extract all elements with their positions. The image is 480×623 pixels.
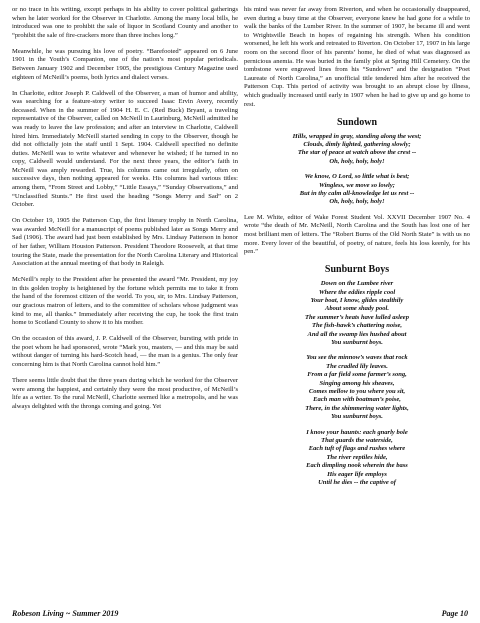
article-paragraph: On October 19, 1905 the Patterson Cup, the first literary trophy in North Carolina, was awarded McNeill for a manuscript of poems published later as Songs Merry and Sad (1906). The award had just been established by Mrs. Lindsay Patterson in honor of her father, William Houston Patterson. President Theodore Roosevelt, at that time touring the State, made the presentation for the North Carolina Literary and Historical Association at the annual meeting of that body in Raleigh. bbox=[12, 217, 238, 268]
poem-line: Where the eddies ripple cool bbox=[318, 288, 396, 296]
poem-line: Oh, holy, holy, holy! bbox=[329, 157, 385, 165]
right-column bbox=[244, 6, 470, 494]
article-paragraph: his mind was never far away from Riverton, and when he occasionally disappeared, even during a busy time at the Observer, everyone knew he had gone for a while to walk the banks of the Lumber River. In the summer of 1907, he became ill and went to Wrightsville Beach in hopes of regaining his strength. When his condition worsened, he left his work and retreated to Riverton. On October 17, 1907 in his large room on the second floor of his parents’ home, he died of what was diagnosed as pernicious anemia. He was buried in the family plot at Spring Hill Cemetery. On the tombstone were engraved lines from his “Sundown” and the designation “Poet Laureate of North Carolina,” an unofficial title tendered him after he received the Patterson Cup. This period of activity was brought to an abrupt close by illness, which gradually increased until early in 1907 when he had to give up and go home to rest. bbox=[244, 6, 470, 108]
article-paragraph: On the occasion of this award, J. P. Caldwell of the Observer, bursting with pride in the poet whom he had sponsored, wrote “Mark you, masters, — and this may be said without danger of turning his hard-Scotch head, — the man is a genius. The only fear concerning him is that North Carolina cannot hold him.” bbox=[12, 335, 238, 368]
poem-line: Each dimpling nook wherein the bass bbox=[306, 462, 408, 470]
poem-stanza bbox=[244, 280, 470, 347]
article-paragraph: or no trace in his writing, except perhaps in his ability to cover political gatherings when he later worked for the Observer in Charlotte. Among the many local bills, he introduced was one to prohibit the sale of liquor in Scotland County and another to “prohibit the sale of fire-crackers more than three inches long.” bbox=[12, 6, 238, 39]
poem-line: The river reptiles hide, bbox=[326, 453, 388, 461]
left-column bbox=[12, 6, 238, 419]
poem-line: Your boat, I know, glides stealthily bbox=[310, 296, 404, 304]
poem-line: Hills, wrapped in gray, standing along the west; bbox=[292, 132, 422, 140]
poem-line: Until he dies -- the captive of bbox=[318, 479, 396, 487]
poem-line: Wingless, we move so lowly; bbox=[319, 181, 395, 189]
poem-line: But in thy calm all-knowledge let us rest -- bbox=[299, 189, 415, 197]
poem-stanza bbox=[244, 354, 470, 421]
poem-line: You sunburnt boys. bbox=[331, 413, 383, 421]
article-paragraph: McNeill’s reply to the President after he presented the award “Mr. President, my joy in this golden trophy is heightened by the fortune which permits me to take it from the hand of the foremost citizen of the world. To you, sir, to Mrs. Lindsay Patterson, our gracious matron of letters, and to the committee of scholars whose judgment was kind to me, all thanks.” Immediately after receiving the cup, he took the first train home to Scotland County to show it to his mother. bbox=[12, 276, 238, 327]
poem-stanza bbox=[244, 429, 470, 488]
poem-line: I know your haunts: each gnarly bole bbox=[306, 428, 408, 436]
poem-line: We know, O Lord, so little what is best; bbox=[304, 173, 410, 181]
poem-line: Comes mellow to you where you sit, bbox=[308, 388, 406, 395]
poem-line: The star of peace at watch above the crest -- bbox=[297, 149, 417, 157]
poem-line: The fish-hawk’s chattering noise, bbox=[311, 322, 403, 330]
poem-stanza bbox=[244, 133, 470, 167]
poem-line: Oh, holy, holy, holy! bbox=[329, 198, 385, 206]
page-number: Page 10 bbox=[441, 609, 468, 618]
poem-line: You sunburnt boys. bbox=[331, 338, 383, 346]
poem-line: His eager life employs bbox=[327, 470, 387, 478]
poem-line: Down on the Lumbee river bbox=[320, 280, 394, 288]
poem-title-sunburnt-boys: Sunburnt Boys bbox=[324, 264, 390, 276]
poem-line: That guards the waterside, bbox=[321, 437, 393, 445]
poem-line: From a far field some farmer’s song, bbox=[307, 371, 407, 379]
publication-footer: Robeson Living ~ Summer 2019 bbox=[12, 609, 119, 618]
poem-line: Clouds, dimly lighted, gathering slowly; bbox=[303, 140, 411, 148]
poem-line: There, in the shimmering water lights, bbox=[305, 404, 409, 412]
article-paragraph: In Charlotte, editor Joseph P. Caldwell of the Observer, a man of humor and ability, was searching for a feature-story writer to succeed Isaac Ervin Avery, recently deceased. When in the summer of 1904 H. E. C. (Red Buck) Bryant, a traveling representative of the Observer, called on McNeill in Laurinburg, McNeill admitted he was ready to leave the law profession; and after an interview in Charlotte, Caldwell hired him. Immediately McNeill started sending in copy to the Observer, though he did not officially join the staff until 1 Sept. 1904. Caldwell specified no definite duties. McNeill was to write whatever and whenever he wished; if he turned in no copy, Caldwell would understand. For the next three years, the editor’s faith in McNeill was amply rewarded. True, his columns came out irregularly, often on successive days, then nothing appeared for weeks. His columns had various titles: among them, “From Street and Lobby,” “Little Essays,” “Sunday Observations,” and “Unclassified Stunts.” He first used the heading “Songs Merry and Sad” on 2 October. bbox=[12, 89, 238, 209]
poem-line: Each man with boatman’s poise, bbox=[313, 396, 401, 404]
article-paragraph: Meanwhile, he was pursuing his love of poetry. “Barefooted” appeared on 6 June 1901 in the Youth’s Companion, one of the nation’s most popular periodicals. Between January 1902 and December 1905, the prestigious Century Magazine used eighteen of McNeill’s poems, both lyrics and dialect verses. bbox=[12, 47, 238, 81]
article-paragraph: Lee M. White, editor of Wake Forest Student Vol. XXVII December 1907 No. 4 wrote “the death of Mr. McNeill, North Carolina and the South has lost one of her most brilliant men of letters. The “Robert Burns of the Old North State” is with us no more. Every lover of the beautiful, of poetry, of nature, feels his loss keenly, for his pen.” bbox=[244, 213, 470, 256]
poem-line: About some shady pool. bbox=[324, 305, 390, 313]
poem-title-sundown: Sundown bbox=[336, 116, 378, 128]
article-paragraph: There seems little doubt that the three years during which he worked for the Observer were among the happiest, and certainly they were the most productive, of McNeill’s life as a writer. To the rural McNeill, Charlotte seemed like a metropolis, and he was always delighted with the throngs coming and going. Yet bbox=[12, 376, 238, 410]
poem-line: And all the swamp lies hushed about bbox=[307, 330, 407, 338]
poem-line: The summer’s heats have lulled asleep bbox=[305, 313, 409, 321]
poem-stanza bbox=[244, 173, 470, 207]
poem-line: The cradled lily leaves. bbox=[326, 362, 388, 370]
poem-line: Each tuft of flags and rushes where bbox=[308, 445, 406, 453]
poem-line: You see the minnow’s waves that rock bbox=[306, 354, 408, 362]
poem-line: Singing among his sheaves, bbox=[319, 379, 395, 387]
